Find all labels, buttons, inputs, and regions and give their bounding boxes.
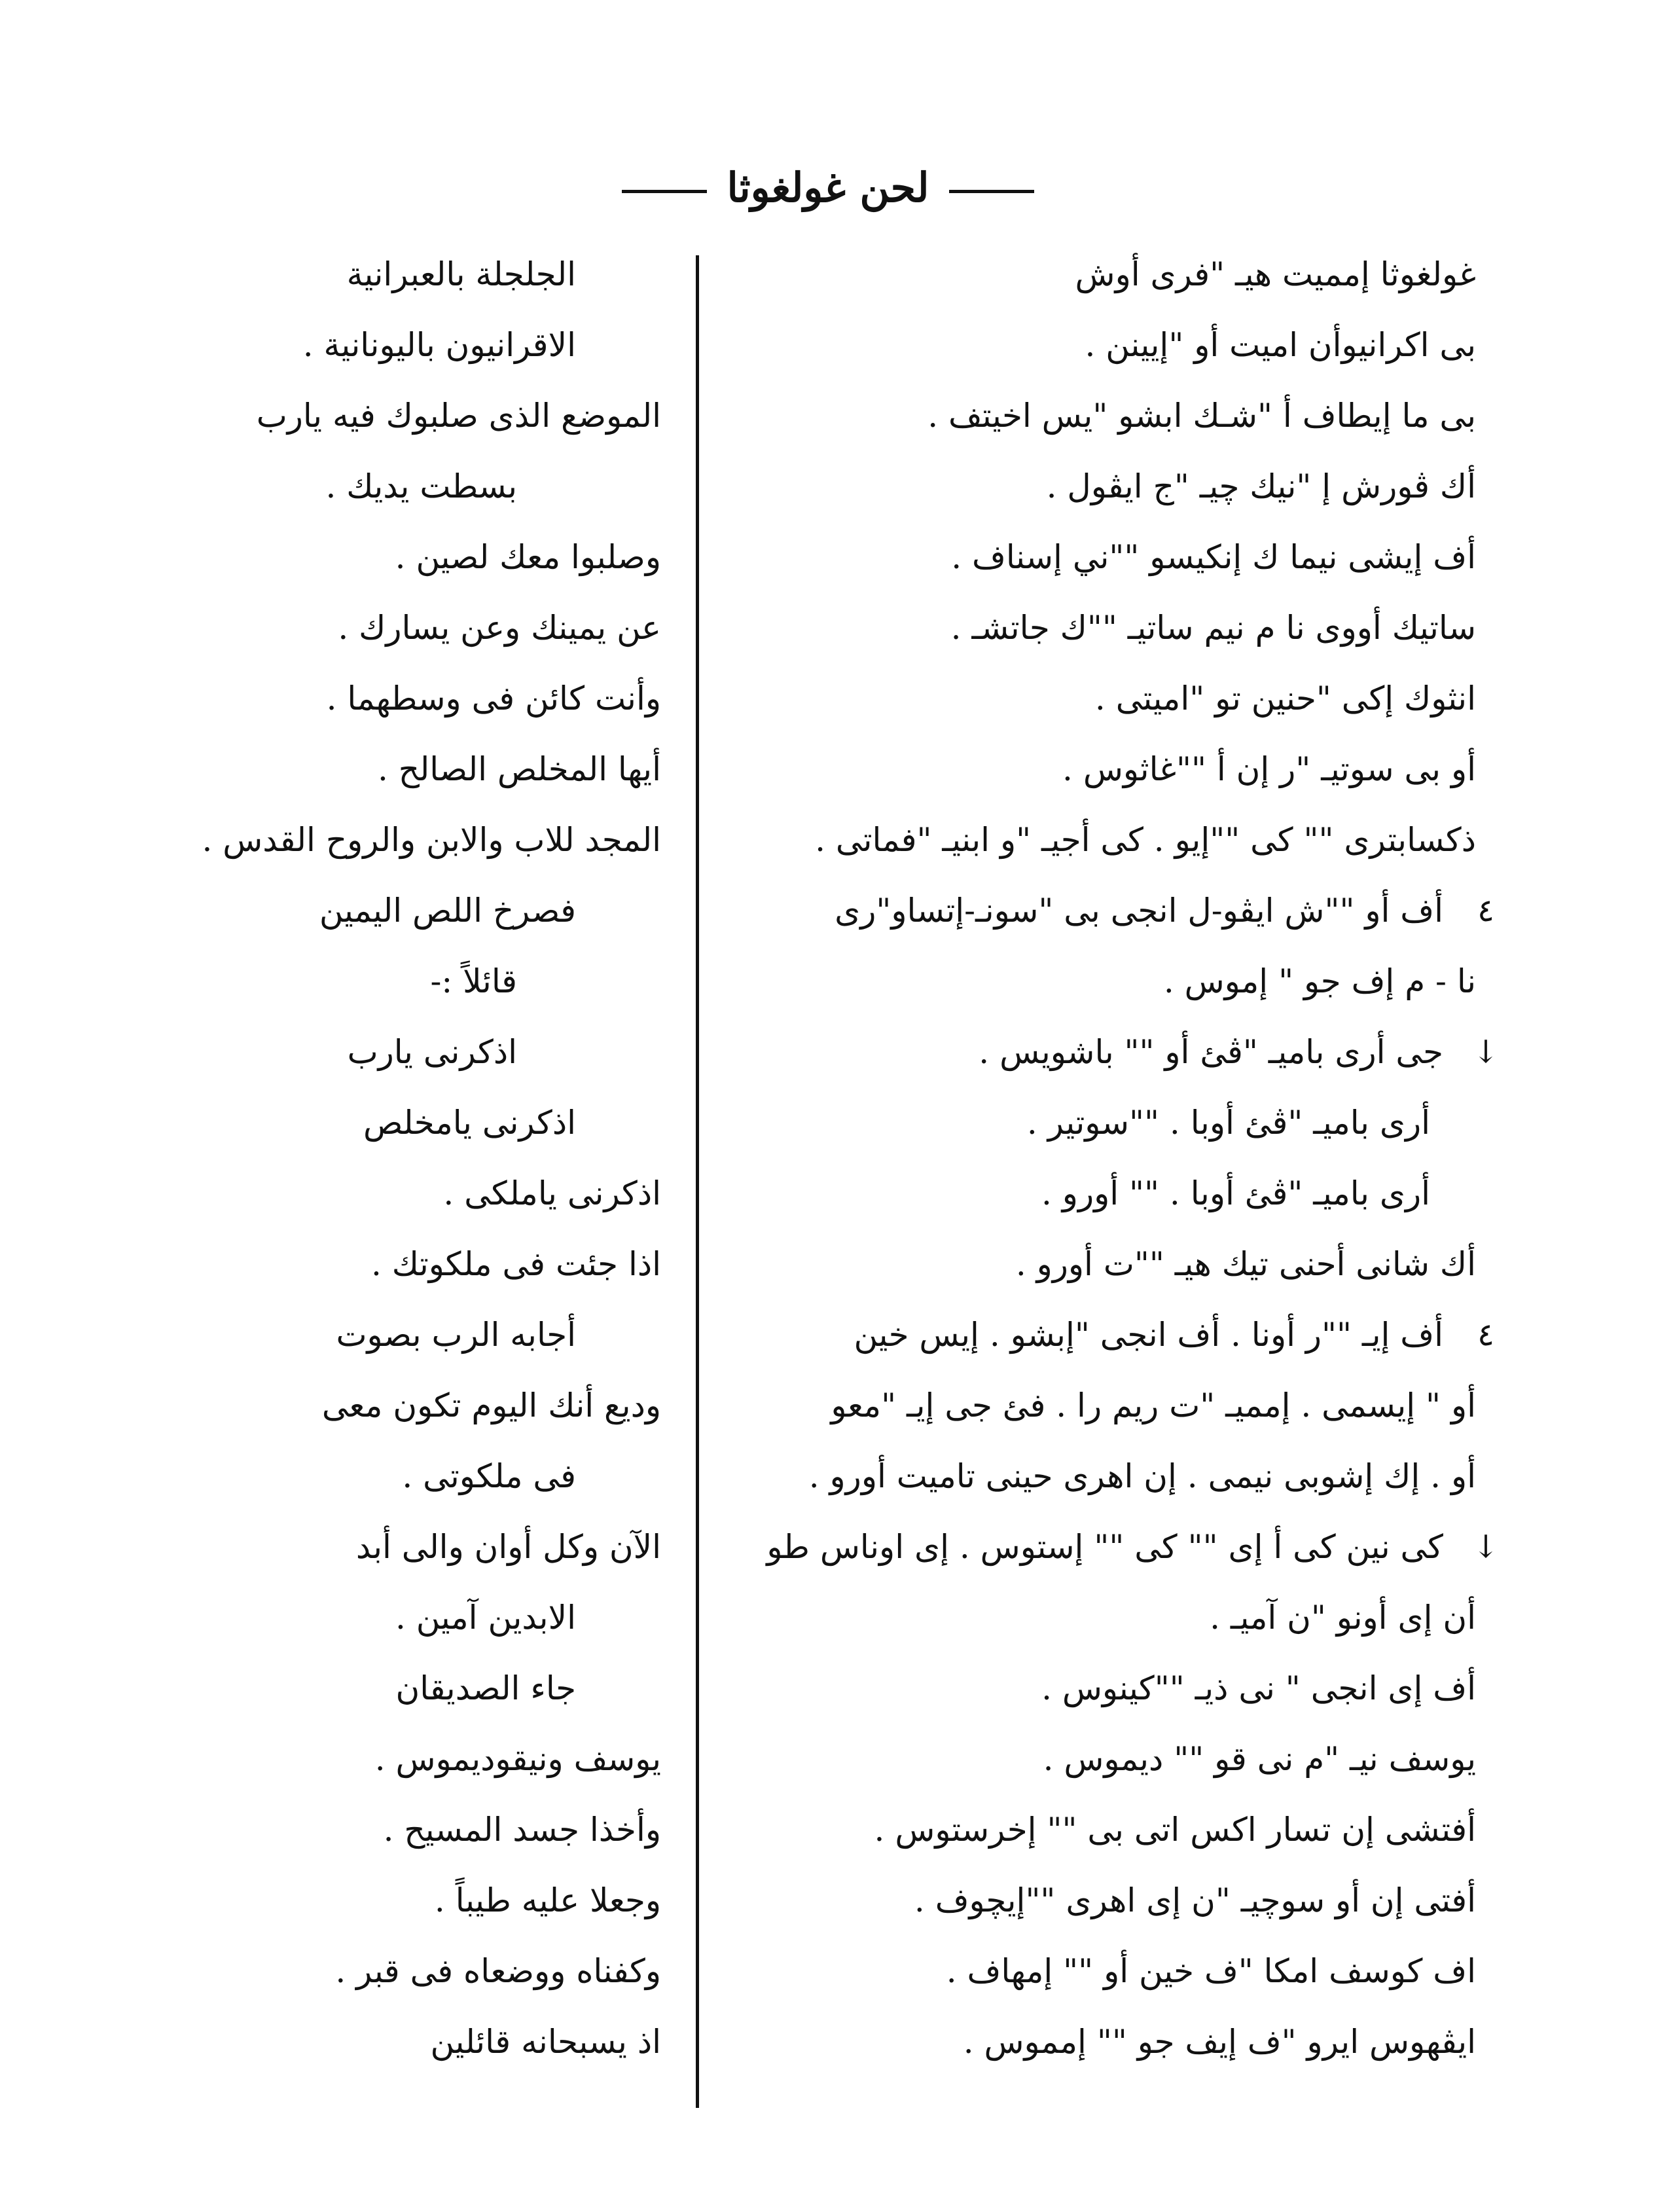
coptic-line [704, 451, 1502, 522]
arabic-line-text: اذا جئت فى ملكوتك . [370, 1245, 661, 1283]
arabic-line [164, 1441, 668, 1512]
arabic-line-text: وديع أنك اليوم تكون معى [321, 1387, 661, 1424]
coptic-line-text: أف أو ""ش ايڤو-ل انجى بى "سونـ-إتساو"رى [835, 892, 1443, 930]
arabic-line-text: أجابه الرب بصوت [336, 1316, 576, 1354]
coptic-line-text: بى اكرانيوأن اميت أو "إيينن . [1085, 326, 1476, 364]
arabic-line [164, 1936, 668, 2006]
coptic-line [704, 1936, 1502, 2006]
coptic-line [704, 805, 1502, 875]
arabic-line [164, 310, 668, 380]
coptic-line [704, 1370, 1502, 1441]
coptic-line-text: أف إيشى نيما ك إنكيسو ""ني إسناف . [951, 538, 1476, 576]
arabic-line-text: اذكرنى ياملكى . [443, 1174, 661, 1212]
coptic-line [704, 239, 1502, 310]
coptic-line [704, 1229, 1502, 1299]
verse-marker: ↓ [1472, 1034, 1500, 1070]
arabic-line [164, 1158, 668, 1229]
coptic-line-text: يوسف نيـ "م نى قو "" ديموس . [1043, 1740, 1476, 1778]
coptic-line-text: أك شانى أحنى تيك هيـ ""ت أورو . [1015, 1245, 1476, 1283]
arabic-line [164, 805, 668, 875]
arabic-line [164, 663, 668, 734]
coptic-line [704, 1087, 1502, 1158]
arabic-line [164, 239, 668, 310]
coptic-line [704, 946, 1502, 1017]
title-rule-left [622, 190, 707, 193]
coptic-line [704, 2006, 1502, 2077]
arabic-line [164, 380, 668, 451]
arabic-line-text: الابدين آمين . [395, 1599, 576, 1637]
arabic-line-text: عن يمينك وعن يسارك . [338, 609, 661, 647]
arabic-line [164, 734, 668, 805]
coptic-line-text: أفتى إن أو سوچيـ "ن إى اهرى ""إيچوف . [914, 1881, 1476, 1919]
arabic-line-text: وكفناه ووضعاه فى قبر . [335, 1952, 661, 1990]
arabic-line-text: فصرخ اللص اليمين [319, 892, 576, 930]
arabic-line [164, 2006, 668, 2077]
coptic-line-text: أفتشى إن تسار اكس اتى بى "" إخرستوس . [874, 1811, 1476, 1849]
arabic-line-text: الجلجلة بالعبرانية [346, 255, 576, 293]
verse-marker: ٤ [1477, 1316, 1494, 1353]
coptic-line [704, 380, 1502, 451]
page-title [0, 164, 1656, 211]
coptic-line-text: انثوك إكى "حنين تو "اميتى . [1094, 680, 1476, 717]
coptic-line-text: غولغوثا إمميت هيـ "فرى أوش [1075, 255, 1476, 293]
arabic-line [164, 522, 668, 592]
coptic-line [704, 310, 1502, 380]
coptic-line [704, 1794, 1502, 1865]
arabic-line-text: وأنت كائن فى وسطهما . [326, 680, 661, 717]
coptic-line-text: أرى باميـ "ڤئ أوبا . ""سوتير . [1026, 1104, 1430, 1142]
coptic-line [704, 875, 1502, 946]
title-rule-right [949, 190, 1034, 193]
arabic-line [164, 1724, 668, 1794]
arabic-line [164, 1582, 668, 1653]
page-title-text: لحن غولغوثا [727, 164, 929, 211]
column-divider [696, 255, 699, 2108]
arabic-line [164, 875, 668, 946]
coptic-line [704, 522, 1502, 592]
coptic-line-text: أو " إيسمى . إمميـ "ت ريم را . فئ جى إيـ "معو [831, 1387, 1476, 1424]
arabic-line [164, 1512, 668, 1582]
arabic-line-text: الاقرانيون باليونانية . [302, 326, 576, 364]
arabic-line-text: أيها المخلص الصالح . [377, 750, 661, 788]
coptic-line-text: أو . إك إشوبى نيمى . إن اهرى حينى تاميت أورو . [808, 1457, 1476, 1495]
coptic-line [704, 1017, 1502, 1087]
coptic-line [704, 1441, 1502, 1512]
arabic-line [164, 1229, 668, 1299]
coptic-line-text: أك ڤورش إ "نيك چيـ "ج ايڤول . [1046, 467, 1476, 505]
coptic-line [704, 1158, 1502, 1229]
coptic-line [704, 592, 1502, 663]
arabic-line-text: الموضع الذى صلبوك فيه يارب [256, 397, 661, 435]
coptic-line-text: كى نين كى أ إى "" كى "" إستوس . إى اوناس طو [766, 1528, 1443, 1566]
arabic-line-text: وأخذا جسد المسيح . [383, 1811, 661, 1849]
arabic-line-text: فى ملكوتى . [402, 1457, 576, 1495]
arabic-line [164, 1017, 668, 1087]
coptic-line [704, 1865, 1502, 1936]
arabic-text-column [164, 239, 668, 2077]
coptic-line [704, 1582, 1502, 1653]
arabic-line [164, 1653, 668, 1724]
arabic-line-text: اذكرنى يامخلص [363, 1104, 576, 1142]
verse-marker: ٤ [1477, 892, 1494, 929]
arabic-line-text: اذكرنى يارب [347, 1033, 517, 1071]
coptic-line-text: ساتيك أووى نا م نيم ساتيـ ""ك جاتشـ . [950, 609, 1476, 647]
coptic-line [704, 1512, 1502, 1582]
coptic-line [704, 734, 1502, 805]
coptic-line-text: أرى باميـ "ڤئ أوبا . "" أورو . [1041, 1174, 1430, 1212]
arabic-line [164, 592, 668, 663]
coptic-line [704, 1299, 1502, 1370]
arabic-line-text: اذ يسبحانه قائلين [430, 2023, 661, 2061]
arabic-line-text: وجعلا عليه طيباً . [434, 1881, 661, 1919]
arabic-line-text: بسطت يديك . [325, 467, 517, 505]
arabic-line-text: الآن وكل أوان والى أبد [355, 1528, 661, 1566]
coptic-line-text: نا - م إف جو " إموس . [1163, 962, 1476, 1000]
coptic-line-text: اف كوسف امكا "ف خين أو "" إمهاف . [946, 1952, 1476, 1990]
arabic-line [164, 1794, 668, 1865]
arabic-line [164, 1370, 668, 1441]
coptic-line-text: أف إيـ ""ر أونا . أف انجى "إبشو . إيس خين [854, 1316, 1443, 1354]
coptic-line-text: ذكسابترى "" كى ""إيو . كى أجيـ "و ابنيـ "فماتى . [815, 821, 1476, 859]
coptic-line-text: أو بى سوتيـ "ر إن أ ""غاثوس . [1062, 750, 1476, 788]
arabic-line-text: قائلاً :- [430, 962, 517, 1000]
arabic-line-text: يوسف ونيقوديموس . [374, 1740, 661, 1778]
arabic-line-text: وصلبوا معك لصين . [395, 538, 661, 576]
arabic-line [164, 946, 668, 1017]
coptic-line-text: أن إى أونو "ن آميـ . [1210, 1599, 1476, 1637]
coptic-line-text: ايڤهوس ايرو "ف إيف جو "" إمموس . [963, 2023, 1476, 2061]
coptic-line-text: بى ما إيطاف أ "شـك ابشو "يس اخيتف . [927, 397, 1476, 435]
coptic-text-column [704, 239, 1502, 2077]
coptic-line [704, 1724, 1502, 1794]
coptic-line-text: جى أرى باميـ "ڤئ أو "" باشويس . [979, 1033, 1443, 1071]
arabic-line-text: المجد للاب والابن والروح القدس . [202, 821, 661, 859]
coptic-line [704, 1653, 1502, 1724]
arabic-line [164, 451, 668, 522]
arabic-line [164, 1299, 668, 1370]
verse-marker: ↓ [1472, 1529, 1500, 1565]
arabic-line-text: جاء الصديقان [395, 1669, 576, 1707]
coptic-line [704, 663, 1502, 734]
coptic-line-text: أف إى انجى " نى ذيـ ""كينوس . [1041, 1669, 1476, 1707]
arabic-line [164, 1865, 668, 1936]
arabic-line [164, 1087, 668, 1158]
